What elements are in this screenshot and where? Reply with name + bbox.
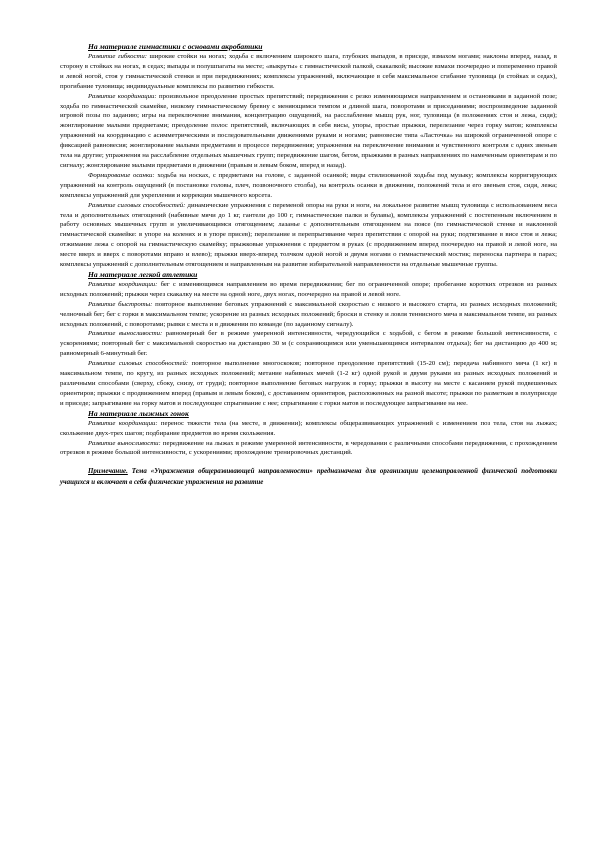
paragraph <box>60 359 557 409</box>
paragraph-text: бег с изменяющимся направлением во время передвижения; бег по ограниченной опоре; пробегание коротких отрезков из разных исходных положений; прыжки через скакалку на месте на одной ноге, двух ногах, поочередно на правой и левой ноге. <box>60 280 558 298</box>
section-heading: На материале легкой атлетики <box>88 269 198 279</box>
paragraph-text: ходьба на носках, с предметами на голове, с заданной осанкой; виды стилизованной ходьбы под музыку; комплексы корригирующих упражнений на контроль ощущений (в постановке головы, плеч, позвоночного столба), на контроль осанки в движении, положений тела и его звеньев стоя, сидя, лежа; комплексы упражнений для укрепления и коррекции мышечного корсета. <box>60 171 557 199</box>
note-label: Примечание. <box>88 468 128 476</box>
spacer <box>60 458 557 467</box>
paragraph-term: Развитие координации: <box>88 419 158 427</box>
paragraph-text: передвижение на лыжах в режиме умеренной интенсивности, в чередовании с различными способами передвижения, с прохождением отрезков в режиме большой интенсивности, с ускорениями; прохождение тренировочных дистанций. <box>60 439 557 457</box>
section-skiing <box>60 409 557 459</box>
note-paragraph <box>60 467 557 487</box>
paragraph-term: Формирование осанки: <box>88 171 155 179</box>
paragraph <box>60 329 557 359</box>
paragraph <box>60 280 557 300</box>
paragraph-text: широкие стойки на ногах; ходьба с включением широкого шага, глубоких выпадов, в приседе, взмахом ногами; наклоны вперед, назад, в сторону в стойках на ногах, в седах; выпады и полушпагаты на месте; «выкруты» с гимнастической палкой, скакалкой; высокие взмахи поочередно и попеременно правой и левой ногой, стоя у гимнастической стенки и при передвижениях; комплексы упражнений, включающие в себя максимальное сгибание туловища (в стойках и седах), прогибание туловища; индивидуальные комплексы по развитию гибкости. <box>60 53 557 90</box>
section-athletics <box>60 270 557 409</box>
paragraph-term: Развитие выносливости: <box>88 439 161 447</box>
section-heading: На материале гимнастики с основами акробатики <box>88 42 263 51</box>
paragraph <box>60 171 557 201</box>
paragraph-term: Развитие координации: <box>88 92 157 100</box>
paragraph-text: динамические упражнения с переменой опоры на руки и ноги, на локальное развитие мышц туловища с использованием веса тела и дополнительных отягощений (набивные мячи до 1 кг, гантели до 100 г, гимнастические палки и булавы), комплексы упражнений с постепенным включением в работу основных мышечных групп и увеличивающимся отягощением; лазанье с дополнительным отягощением на поясе (по гимнастической стенке и наклонной гимнастической скамейке: в упоре на коленях и в упоре присев); перелезание и перепрыгивание через препятствия с опорой на руки; подтягивание в висе стоя и лежа; отжимание лежа с опорой на гимнастическую скамейку; прыжковые упражнения с предметом в руках (с продвижением вперед поочередно на правой и левой ноге, на месте вверх и вверх с поворотами вправо и влево); прыжки вверх-вперед толчком одной ногой и двумя ногами о гимнастический мостик; переноска партнера в парах; комплексы упражнений с дополнительным отягощением и направленным на развитие избирательной направленности на отдельные мышечные группы. <box>60 201 557 269</box>
paragraph <box>60 419 557 439</box>
paragraph <box>60 201 557 270</box>
paragraph-term: Развитие координации: <box>88 280 158 288</box>
paragraph <box>60 52 557 92</box>
paragraph-term: Развитие выносливости: <box>88 330 163 338</box>
paragraph-text: равномерный бег в режиме умеренной интенсивности, чередующийся с ходьбой, с бегом в режиме большой интенсивности, с ускорениями; повторный бег с максимальной скоростью на дистанцию 30 м (с сохраняющимся или уменьшающимся интервалом отдыха); бег на дистанцию до 400 м; равномерный 6-минутный бег. <box>60 330 557 358</box>
paragraph <box>60 439 557 459</box>
section-heading: На материале лыжных гонок <box>88 408 189 418</box>
paragraph-term: Развитие силовых способностей: <box>88 360 189 368</box>
paragraph-term: Развитие гибкости: <box>88 53 148 60</box>
paragraph <box>60 92 557 171</box>
section-gymnastics <box>60 42 557 270</box>
paragraph-text: повторное выполнение многоскоков; повторное преодоление препятствий (15-20 см); передача набивного мяча (1 кг) в максимальном темпе, по кругу, из разных исходных положений; метание набивных мячей (1-2 кг) одной рукой и двумя руками из разных исходных положений и различными способами (сверху, сбоку, снизу, от груди); повторное выполнение беговых нагрузок в горку; прыжки в высоту на месте с касанием рукой подвешенных ориентиров; прыжки с продвижением вперед (правым и левым боком), с доставанием ориентиров, расположенных на разной высоте; прыжки по разметкам в полуприседе и приседе; запрыгивание на горку матов и последующее спрыгивание с нее; спрыгивание с горки матов и последующее запрыгивание на нее. <box>60 360 557 407</box>
paragraph-text: повторное выполнение беговых упражнений с максимальной скоростью с низкого и высокого старта, из разных исходных положений; челночный бег; бег с горки в максимальном темпе; ускорение из разных исходных положений; броски в стенку и ловля теннисного мяча в максимальном темпе, из разных исходных положений, с поворотами; рывки с места и в движении по команде (по заданному сигналу). <box>60 300 557 328</box>
paragraph-term: Развитие быстроты: <box>88 300 153 308</box>
paragraph-term: Развитие силовых способностей: <box>88 201 186 209</box>
paragraph-text: перенос тяжести тела (на месте, в движении); комплексы общеразвивающих упражнений с изменением поз тела, стоя на лыжах; скольжение двух-трех шагов; подбирание предметов во время скольжения. <box>60 419 557 437</box>
note-text: Тема «Упражнения общеразвивающей направленности» предназначена для организации целенаправленной физической подготовки учащихся и включает в себя физические упражнения на развитие <box>60 468 557 486</box>
paragraph <box>60 300 557 330</box>
paragraph-text: произвольное преодоление простых препятствий; передвижения с резко изменяющимся направлением и остановками в заданной позе; ходьба по гимнастической скамейке, низкому гимнастическому бревну с меняющимся темпом и длиной шага, поворотами и приседаниями; воспроизведение заданной игровой позы по заданию; игры на переключение внимания, концентрацию ощущений, на расслабление мышц рук, ног, туловища (в положениях стоя и лежа, сидя); жонглирование малыми предметами; преодоление полос препятствий, включающих в себя висы, упоры, простые прыжки, перелезание через горку матов; комплексы упражнений на координацию с асимметрическими и последовательными движениями руками и ногами; равновесие типа «Ласточка» на широкой ограниченной опоре с фиксацией равновесия; жонглирование малыми предметами в процессе передвижения; упражнения на переключение внимания и чувственного контроля с одних звеньев тела на другие; упражнения на расслабление отдельных мышечных групп; передвижение шагом, бегом, прыжками в разных направлениях по намеченным ориентирам и по сигналу; жонглирование малыми предметами в движении (правым и левым боком, вперед и назад). <box>60 92 557 169</box>
